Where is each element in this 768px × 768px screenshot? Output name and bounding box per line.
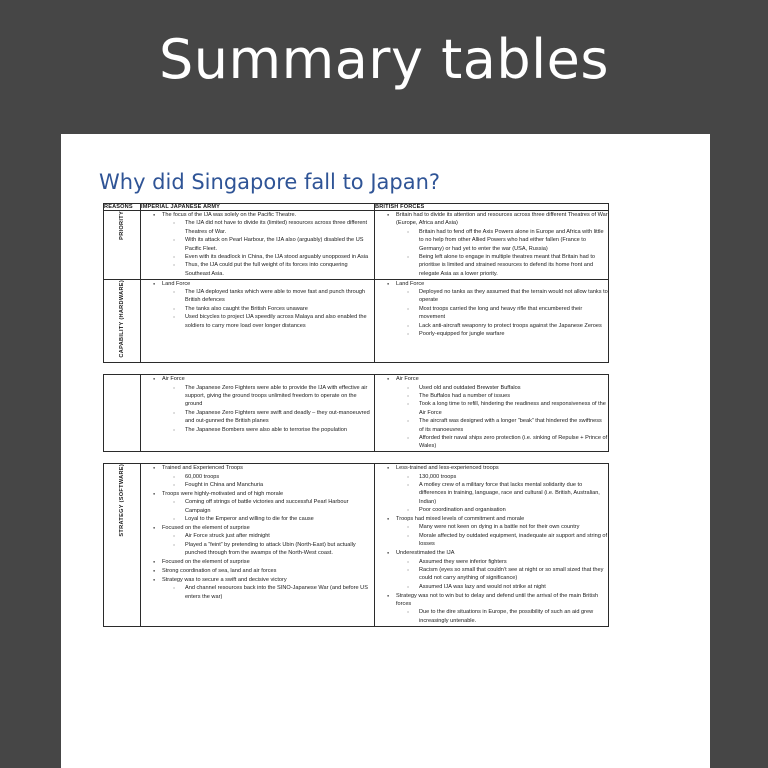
sub-bullet-item: ○ Poorly-equipped for jungle warfare [396,330,608,338]
british-cell [375,211,609,280]
summary-table-part-3 [103,463,609,626]
sub-bullet-list [396,288,608,338]
sub-bullet-list [162,288,374,330]
table-gap [103,363,608,374]
row-label-cell [104,279,141,363]
sub-bullet-item: ○ Used bicycles to project IJA speedily across Malaya and also enabled the soldiers to carry more load over longer distances [162,313,374,330]
sub-bullet-list [396,384,608,451]
bullet-text: ● Underestimated the IJA [396,549,608,557]
bullet-item [375,280,608,339]
column-header-reasons: REASONS [104,204,141,211]
table-row [104,464,609,626]
bullet-text: ● Focused on the element of surprise [162,558,374,566]
bullet-text: ● Britain had to divide its attention and resources across three different Theatres of War (Europe, Africa and Asia) [396,211,608,228]
sub-bullet-item: ○ Poor coordination and organisation [396,506,608,514]
slide-title: Summary tables [158,28,610,91]
sub-bullet-item: ○ Being left alone to engage in multiple theatres meant that Britain had to prioritise is limited and strained resources to defend its home front and relegate Asia as a lower priority. [396,253,608,278]
bullet-item [375,549,608,591]
sub-bullet-list [396,228,608,278]
sub-bullet-item: ○ Air Force struck just after midnight [162,532,374,540]
sub-bullet-list [162,384,374,434]
bullet-item [141,211,374,278]
sub-bullet-item: ○ Britain had to fend off the Axis Powers alone in Europe and Africa with little to no help from other Allied Powers who had either fallen (France to Germany) or had yet to enter the war (USA, Russia) [396,228,608,253]
sub-bullet-item: ○ Morale affected by outdated equipment, inadequate air support and string of losses [396,532,608,549]
table-row [104,211,609,280]
row-label: PRIORITY [119,211,125,240]
sub-bullet-item: ○ With its attack on Pearl Harbour, the IJA also (arguably) disabled the US Pacific Fleet. [162,236,374,253]
british-cell [375,375,609,452]
sub-bullet-item: ○ And channel resources back into the SINO-Japanese War (and before US enters the war) [162,584,374,601]
bullet-item [375,211,608,278]
sub-bullet-list [396,558,608,592]
bullet-text: ● Air Force [396,375,608,383]
sub-bullet-item: ○ Assumed IJA was lazy and would not strike at night [396,583,608,591]
document-heading: Why did Singapore fall to Japan? [99,170,441,194]
sub-bullet-item: ○ Most troops carried the long and heavy rifle that encumbered their movement [396,305,608,322]
bullet-item [141,464,374,489]
row-label: STRATEGY (SOFTWARE) [119,464,125,537]
bullet-text: ● Land Force [162,280,374,288]
sub-bullet-item: ○ The Japanese Bombers were also able to terrorise the population [162,426,374,434]
sub-bullet-item: ○ Thus, the IJA could put the full weight of its forces into conquering Southeast Asia. [162,261,374,278]
bullet-list [375,280,608,339]
summary-tables-container [103,203,608,627]
sub-bullet-item: ○ The Buffalos had a number of issues [396,392,608,400]
sub-bullet-item: ○ The Japanese Zero Fighters were able to provide the IJA with effective air support, giving the ground troops unlimited freedom to operate on the ground [162,384,374,409]
sub-bullet-item: ○ Even with its deadlock in China, the IJA stood arguably unopposed in Asia [162,253,374,261]
bullet-item [375,375,608,451]
column-header-british: BRITISH FORCES [375,204,609,211]
ija-cell [141,211,375,280]
bullet-text: ● Focused on the element of surprise [162,524,374,532]
bullet-item [141,490,374,524]
bullet-text: ● Troops were highly-motivated and of high morale [162,490,374,498]
sub-bullet-item: ○ Loyal to the Emperor and willing to die for the cause [162,515,374,523]
sub-bullet-list [162,219,374,278]
sub-bullet-list [396,608,608,625]
sub-bullet-item: ○ The IJA did not have to divide its (limited) resources across three different Theatres of War. [162,219,374,236]
row-label-cell [104,375,141,452]
sub-bullet-item: ○ The tanks also caught the British Forces unaware [162,305,374,313]
bullet-text: ● Trained and Experienced Troops [162,464,374,472]
bullet-list [141,211,374,278]
bullet-text: ● The focus of the IJA was solely on the Pacific Theatre. [162,211,374,219]
document-panel [61,134,710,768]
sub-bullet-item: ○ 130,000 troops [396,473,608,481]
bullet-list [375,211,608,278]
bullet-item [141,280,374,330]
column-header-ija: IMPERIAL JAPANESE ARMY [141,204,375,211]
bullet-text: ● Strong coordination of sea, land and air forces [162,567,374,575]
sub-bullet-item: ○ Many were not keen on dying in a battle not for their own country [396,523,608,531]
summary-table-part-1 [103,203,609,363]
bullet-item [141,576,374,601]
sub-bullet-list [162,498,374,523]
bullet-item [375,515,608,549]
sub-bullet-item: ○ Racism (eyes so small that couldn’t see at night or so small sized that they could not carry anything of significance) [396,566,608,583]
sub-bullet-list [162,532,374,557]
sub-bullet-item: ○ A motley crew of a military force that lacks mental solidarity due to differences in training, language, race and cultural (i.e. British, Australian, Indian) [396,481,608,506]
row-label-cell [104,211,141,280]
sub-bullet-list [396,523,608,548]
sub-bullet-item: ○ Used old and outdated Brewster Buffalos [396,384,608,392]
table-row [104,279,609,363]
row-label-cell [104,464,141,626]
sub-bullet-item: ○ Played a “feint” by pretending to attack Ubin (North-East) but actually punched through from the swamps of the North-West coast. [162,541,374,558]
row-label: CAPABILITY (HARDWARE) [119,279,125,358]
sub-bullet-item: ○ The Japanese Zero Fighters were swift and deadly – they out-manoeuvred and out-gunned the British planes [162,409,374,426]
ija-cell [141,464,375,626]
table-row [104,375,609,452]
bullet-text: ● Less-trained and less-experienced troops [396,464,608,472]
sub-bullet-item: ○ Afforded their naval ships zero protection (i.e. sinking of Repulse + Prince of Wales) [396,434,608,451]
sub-bullet-item: ○ Fought in China and Manchuria [162,481,374,489]
bullet-item [141,567,374,575]
bullet-item [141,558,374,566]
sub-bullet-item: ○ Coming off strings of battle victories and successful Pearl Harbour Campaign [162,498,374,515]
ija-cell [141,279,375,363]
bullet-text: ● Strategy was not to win but to delay and defend until the arrival of the main British forces [396,592,608,609]
bullet-list [141,464,374,601]
sub-bullet-item: ○ Deployed no tanks as they assumed that the terrain would not allow tanks to operate [396,288,608,305]
british-cell [375,279,609,363]
sub-bullet-item: ○ Due to the dire situations in Europe, the possibility of such an aid grew increasingly untenable. [396,608,608,625]
table-gap [103,452,608,463]
sub-bullet-item: ○ Lack anti-aircraft weaponry to protect troops against the Japanese Zeroes [396,322,608,330]
summary-table-part-2 [103,374,609,452]
ija-cell [141,375,375,452]
table-header-row [104,204,609,211]
sub-bullet-list [162,584,374,601]
bullet-item [141,375,374,434]
sub-bullet-item: ○ The IJA deployed tanks which were able to move fast and punch through British defences [162,288,374,305]
sub-bullet-list [396,473,608,515]
bullet-list [141,375,374,434]
bullet-text: ● Land Force [396,280,608,288]
bullet-list [375,464,608,625]
sub-bullet-item: ○ The aircraft was designed with a longer “beak” that hindered the swiftness of its manoeuvres [396,417,608,434]
bullet-text: ● Air Force [162,375,374,383]
sub-bullet-item: ○ Assumed they were inferior fighters [396,558,608,566]
bullet-list [375,375,608,451]
bullet-item [375,592,608,626]
sub-bullet-item: ○ Took a long time to refill, hindering the readiness and responsiveness of the Air Force [396,400,608,417]
bullet-item [375,464,608,514]
bullet-text: ● Troops had mixed levels of commitment and morale [396,515,608,523]
bullet-item [141,524,374,558]
bullet-list [141,280,374,330]
sub-bullet-list [162,473,374,490]
british-cell [375,464,609,626]
sub-bullet-item: ○ 60,000 troops [162,473,374,481]
bullet-text: ● Strategy was to secure a swift and decisive victory [162,576,374,584]
